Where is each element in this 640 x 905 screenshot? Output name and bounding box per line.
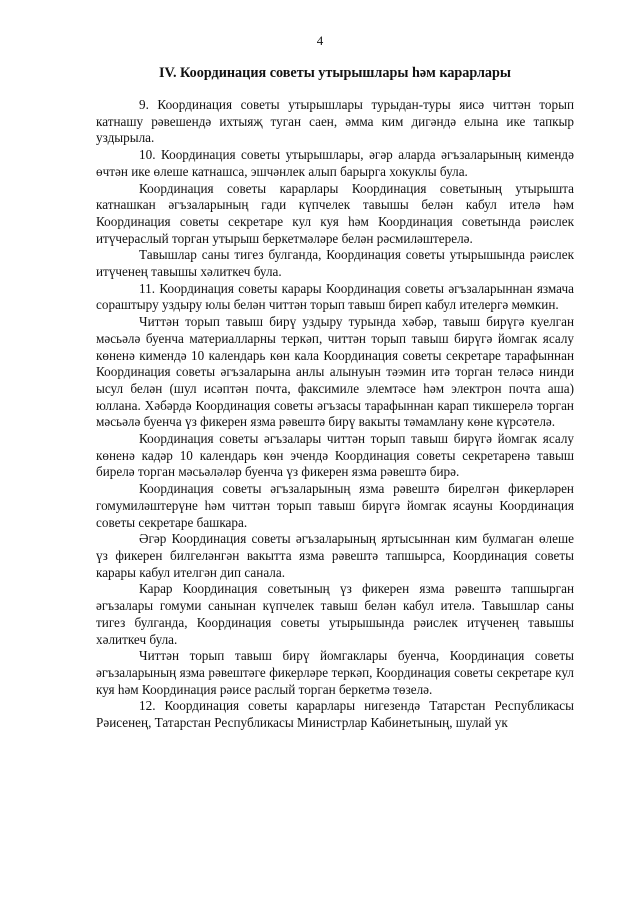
paragraph: Читтән торып тавыш бирү уздыру турында хәбәр, тавыш бирүгә куелган мәсьәлә буенча материалларны теркәп, читтән торып тавыш бирүгә йомгак ясалу көненә кимендә 10 календарь көн кала Координация советы секретаре тарафыннан Координация советы әгъзаларына анлы алынуын тәэмин итә торган теләсә нинди ысул белән (шул исәптән почта, факсимиле элемтәсе һәм электрон почта аша) юллана. Хәбәрдә Координация советы әгъзасы тарафыннан карап тикшерелә торган мәсьәлә буенча үз фикерен язма рәвештә бирү вакыты тәмамлану көне күрсәтелә.: [96, 314, 574, 430]
page-number: 4: [316, 33, 324, 48]
paragraph: 9. Координация советы утырышлары турыдан-туры яисә читтән торып катнашу рәвешендә ихтыяҗ туган саен, әмма ким дигәндә елына ике тапкыр уздырыла.: [96, 97, 574, 146]
paragraph: Тавышлар саны тигез булганда, Координация советы утырышында рәислек итүченең тавышы хәлиткеч була.: [96, 247, 574, 280]
paragraph: 10. Координация советы утырышлары, әгәр аларда әгъзаларының кимендә өчтән ике өлеше катнашса, эшчәнлек алып барырга хокуклы була.: [96, 147, 574, 179]
paragraph: Карар Координация советының үз фикерен язма рәвештә тапшырган әгъзалары гомуми санынан күпчелек тавыш белән кабул ителә. Тавышлар саны тигез булганда, Координация советы утырышында рәислек итүченең тавышы хәлиткеч була.: [96, 581, 574, 647]
paragraph: 11. Координация советы карары Координация советы әгъзаларыннан язмача сораштыру уздыру юлы белән читтән торып тавыш биреп кабул ителергә мөмкин.: [96, 280, 574, 313]
paragraph: Координация советы әгъзалары читтән торып тавыш бирүгә йомгак ясалу көненә кадәр 10 календарь көн эчендә Координация советы секретаренә тавыш бирелә торган мәсьәләләр буенча үз фикерен язма рәвештә бирә.: [96, 431, 574, 480]
body-text: [96, 97, 574, 732]
paragraph: Координация советы карарлары Координация советының утырышта катнашкан әгъзаларының гади күпчелек тавышы белән кабул ителә һәм Координация советы секретаре кул куя һәм Координация советында рәислек итүчераслый торган утырыш беркетмәләре белән рәсмиләштерелә.: [96, 180, 574, 246]
paragraph: Читтән торып тавыш бирү йомгаклары буенча, Координация советы әгъзаларының язма рәвештәге фикерләре теркәп, Координация советы секретаре кул куя һәм Координация рәисе раслый торган беркетмә төзелә.: [96, 648, 574, 697]
paragraph: Әгәр Координация советы әгъзаларының яртысыннан ким булмаган өлеше үз фикерен билгеләнгән вакытта язма рәвештә тапшырса, Координация советы карары кабул ителгән дип санала.: [96, 531, 574, 580]
section-heading: IV. Координация советы утырышлары һәм карарлары: [159, 65, 511, 81]
paragraph: Координация советы әгъзаларының язма рәвештә бирелгән фикерләрен гомумиләштерүне һәм читтән торып тавыш бирүгә йомгак ясауны Координация советы секретаре башкара.: [96, 481, 574, 530]
paragraph: 12. Координация советы карарлары нигезендә Татарстан Республикасы Рәисенең, Татарстан Республикасы Министрлар Кабинетының, шулай ук: [96, 698, 574, 731]
